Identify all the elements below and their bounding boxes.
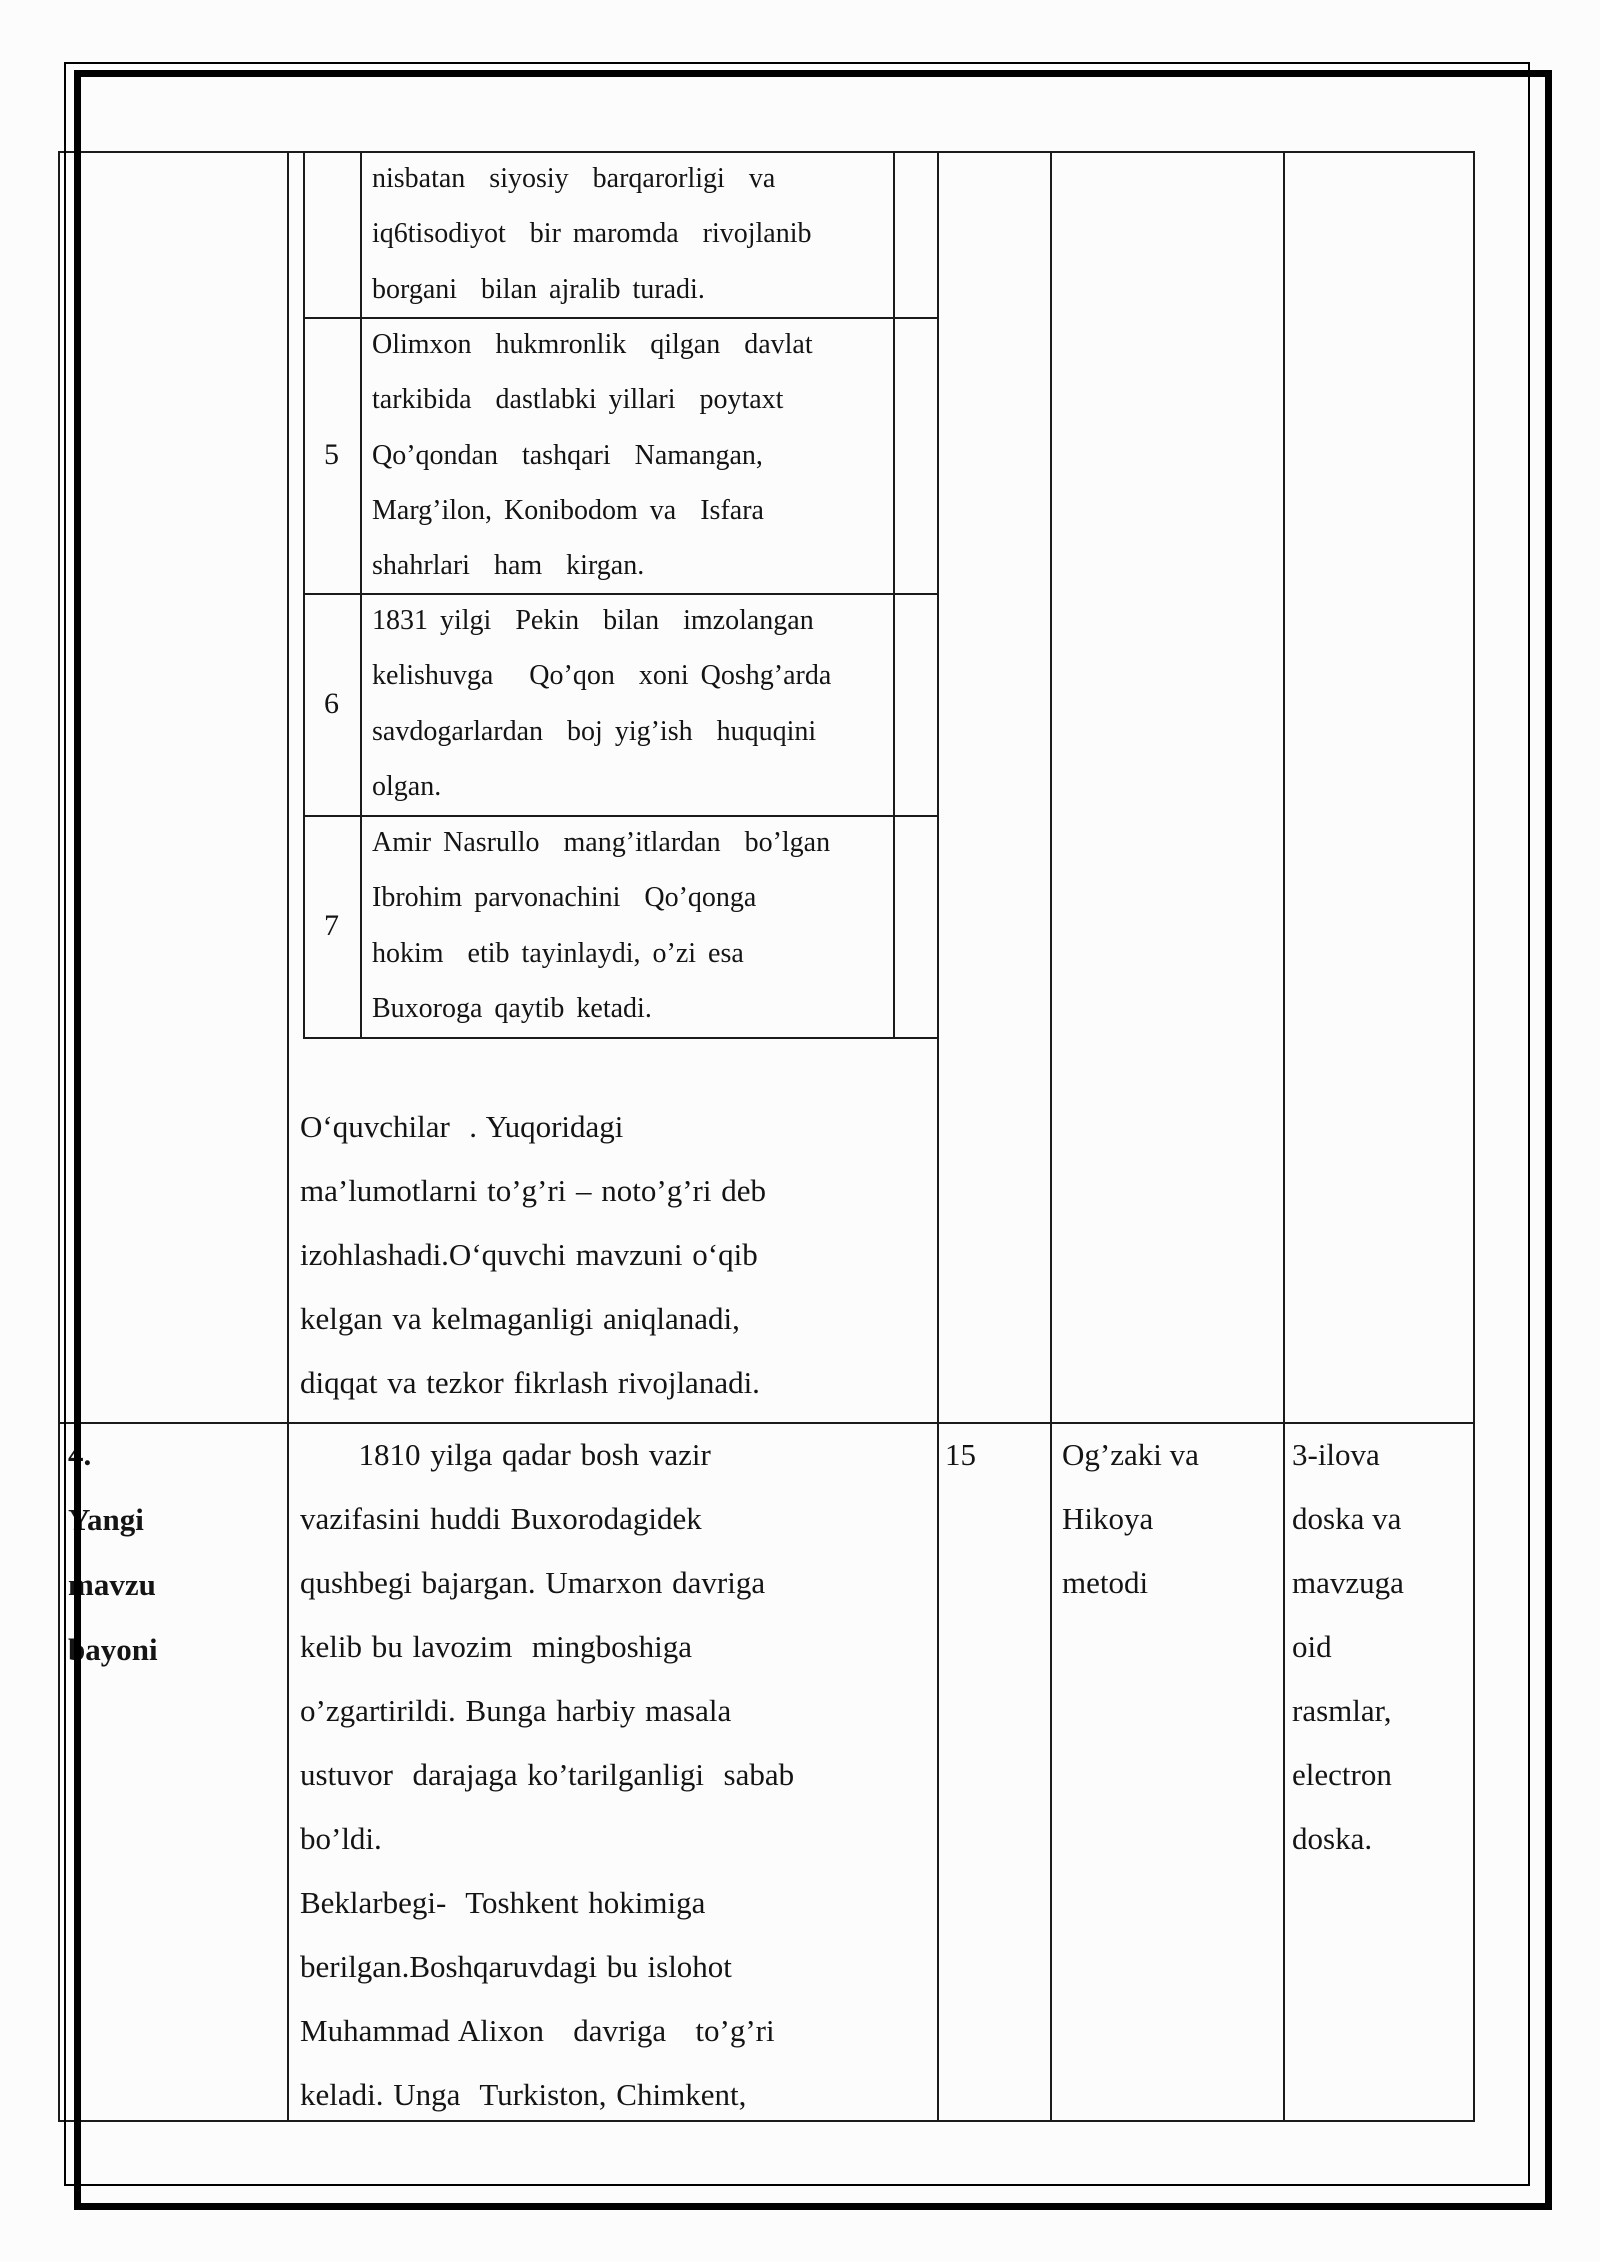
grid-line: [1283, 151, 1285, 2122]
fact-number-cell: 7: [324, 909, 339, 942]
minutes-cell: 15: [945, 1437, 976, 1472]
grid-line: [287, 151, 289, 2122]
fact-text-cell: Amir Nasrullo mang’itlardan bo’lgan Ibrohim parvonachini Qo’qonga hokim etib tayinlaydi, o’zi esa Buxoroga qaytib ketadi.: [372, 827, 831, 1024]
summary-paragraph: O‘quvchilar . Yuqoridagi ma’lumotlarni to’g’ri – noto’g’ri deb izohlashadi.O‘quvchi mavzuni o‘qib kelgan va kelmaganligi aniqlanadi, diqqat va tezkor fikrlash rivojlanadi.: [300, 1109, 766, 1400]
grid-line: [1473, 151, 1475, 2122]
fact-number-cell: 5: [324, 438, 339, 471]
method-cell: Og’zaki va Hikoya metodi: [1062, 1437, 1199, 1600]
grid-line: [360, 151, 362, 1039]
grid-line: [893, 151, 895, 1039]
stage-content-cell: 1810 yilga qadar bosh vazir vazifasini huddi Buxorodagidek qushbegi bajargan. Umarxon davriga kelib bu lavozim mingboshiga o’zgartirildi. Bunga harbiy masala ustuvor darajaga ko’tarilganligi sabab bo’ldi. Beklarbegi- Toshkent hokimiga berilgan.Boshqaruvdagi bu islohot Muhammad Alixon davriga to’g’ri keladi. Unga Turkiston, Chimkent,: [300, 1437, 795, 2112]
grid-line: [58, 151, 60, 2122]
grid-line: [303, 1037, 937, 1039]
fact-text-cell: nisbatan siyosiy barqarorligi va iq6tisodiyot bir maromda rivojlanib borgani bilan ajralib turadi.: [372, 163, 812, 305]
grid-line: [1050, 151, 1052, 2122]
resources-cell: 3-ilova doska va mavzuga oid rasmlar, electron doska.: [1292, 1437, 1404, 1856]
fact-text-cell: 1831 yilgi Pekin bilan imzolangan kelishuvga Qo’qon xoni Qoshg’arda savdogarlardan boj yig’ish huquqini olgan.: [372, 605, 832, 802]
fact-number-cell: 6: [324, 687, 339, 720]
stage-label-cell: 4. Yangi mavzu bayoni: [68, 1437, 158, 1667]
grid-line: [937, 151, 939, 2122]
lesson-plan-table: [58, 151, 1477, 2124]
fact-text-cell: Olimxon hukmronlik qilgan davlat tarkibida dastlabki yillari poytaxt Qo’qondan tashqari Namangan, Marg’ilon, Konibodom va Isfara shahrlari ham kirgan.: [372, 329, 813, 582]
